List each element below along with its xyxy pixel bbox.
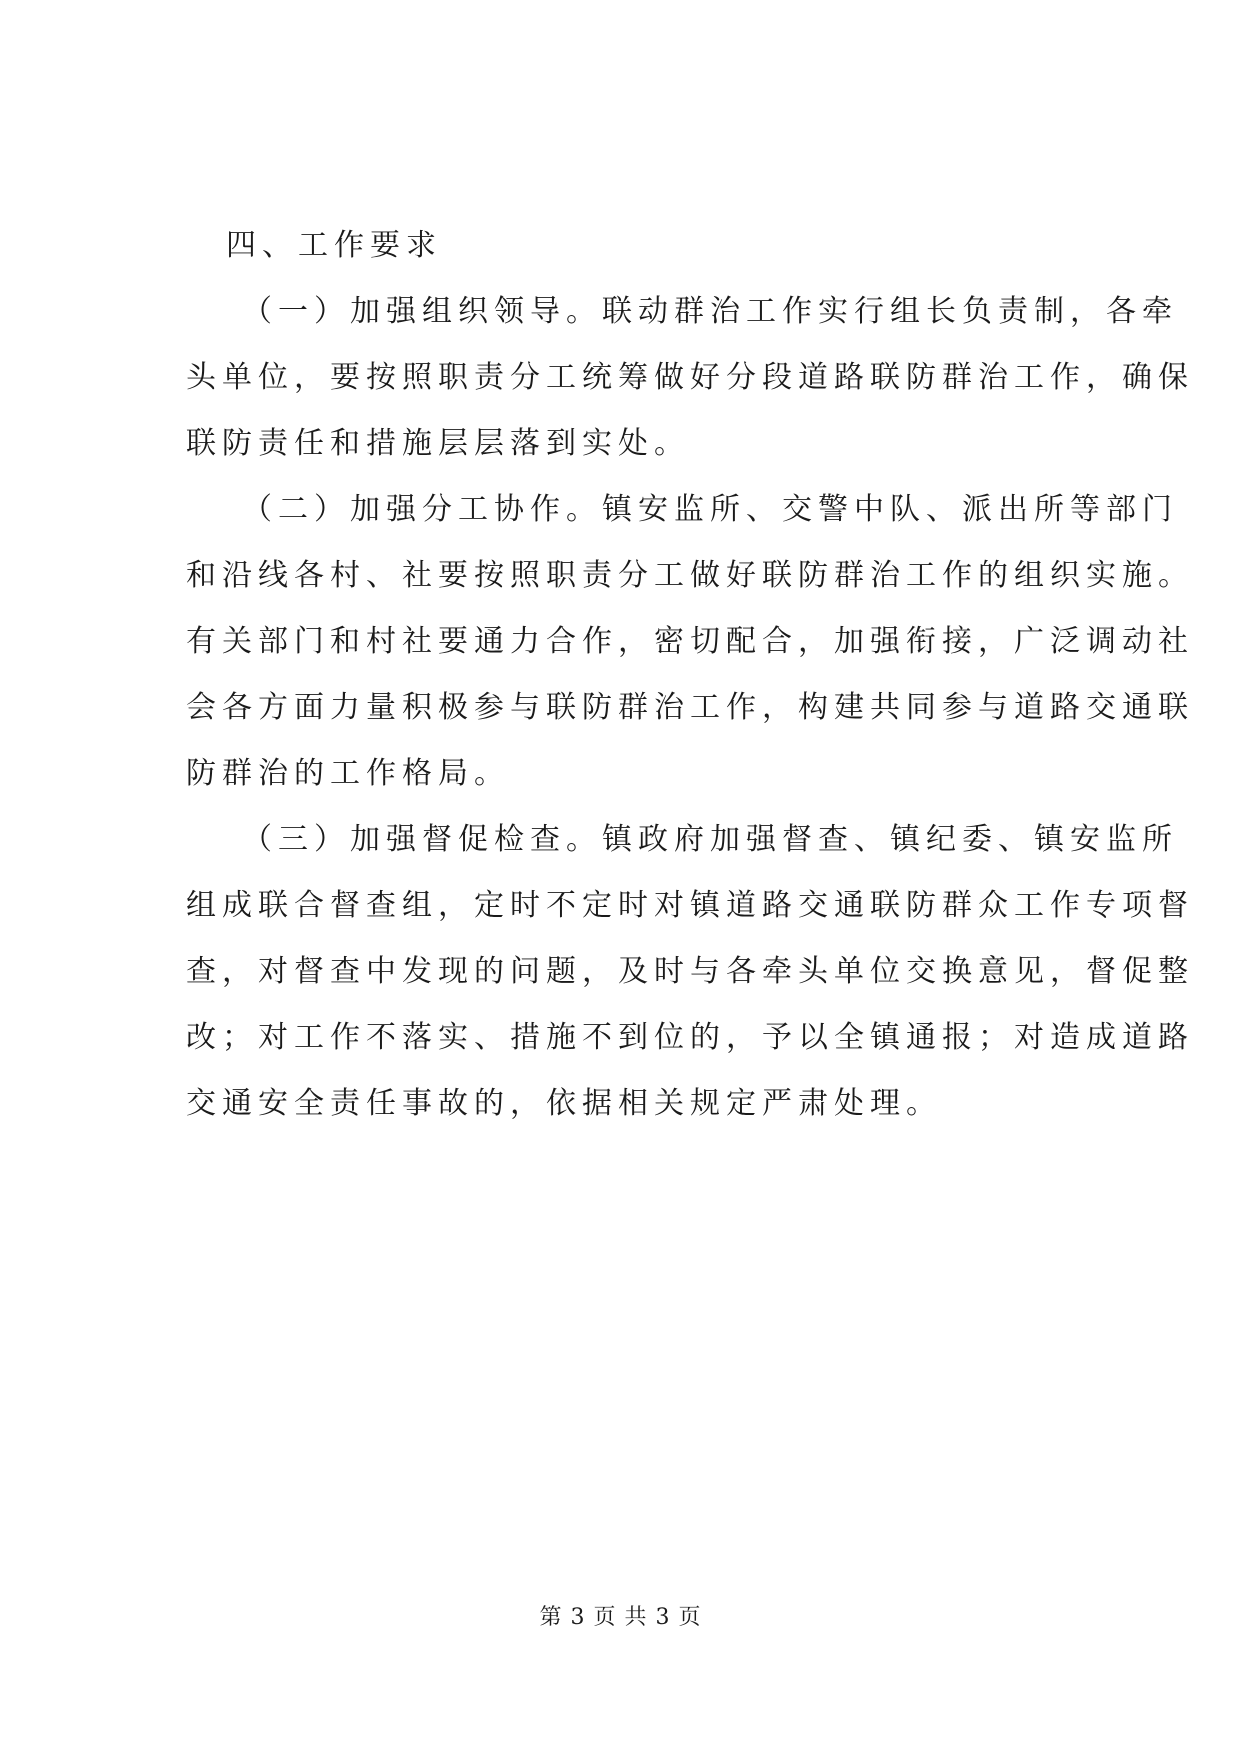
paragraph-line: （二）加强分工协作。镇安监所、交警中队、派出所等部门 [242,492,1178,527]
paragraph-3 [186,820,1194,1124]
paragraph-line: 会各方面力量积极参与联防群治工作，构建共同参与道路交通联 [186,690,1194,725]
paragraph-2 [186,490,1194,794]
paragraph-line: 交通安全责任事故的，依据相关规定严肃处理。 [186,1086,942,1121]
paragraph-1 [186,292,1194,464]
paragraph-line: 联防责任和措施层层落到实处。 [186,426,690,461]
section-heading: 四、工作要求 [226,228,442,263]
paragraph-line: （一）加强组织领导。联动群治工作实行组长负责制，各牵 [242,294,1178,329]
paragraph-line: 改；对工作不落实、措施不到位的，予以全镇通报；对造成道路 [186,1020,1194,1055]
paragraph-line: （三）加强督促检查。镇政府加强督查、镇纪委、镇安监所 [242,822,1178,857]
paragraph-line: 查，对督查中发现的问题，及时与各牵头单位交换意见，督促整 [186,954,1194,989]
document-body [186,226,1194,1150]
paragraph-line: 有关部门和村社要通力合作，密切配合，加强衔接，广泛调动社 [186,624,1194,659]
paragraph-line: 组成联合督查组，定时不定时对镇道路交通联防群众工作专项督 [186,888,1194,923]
paragraph-line: 头单位，要按照职责分工统筹做好分段道路联防群治工作，确保 [186,360,1194,395]
page-number-footer: 第 3 页 共 3 页 [539,1605,702,1630]
paragraph-line: 防群治的工作格局。 [186,756,510,791]
paragraph-line: 和沿线各村、社要按照职责分工做好联防群治工作的组织实施。 [186,558,1194,593]
